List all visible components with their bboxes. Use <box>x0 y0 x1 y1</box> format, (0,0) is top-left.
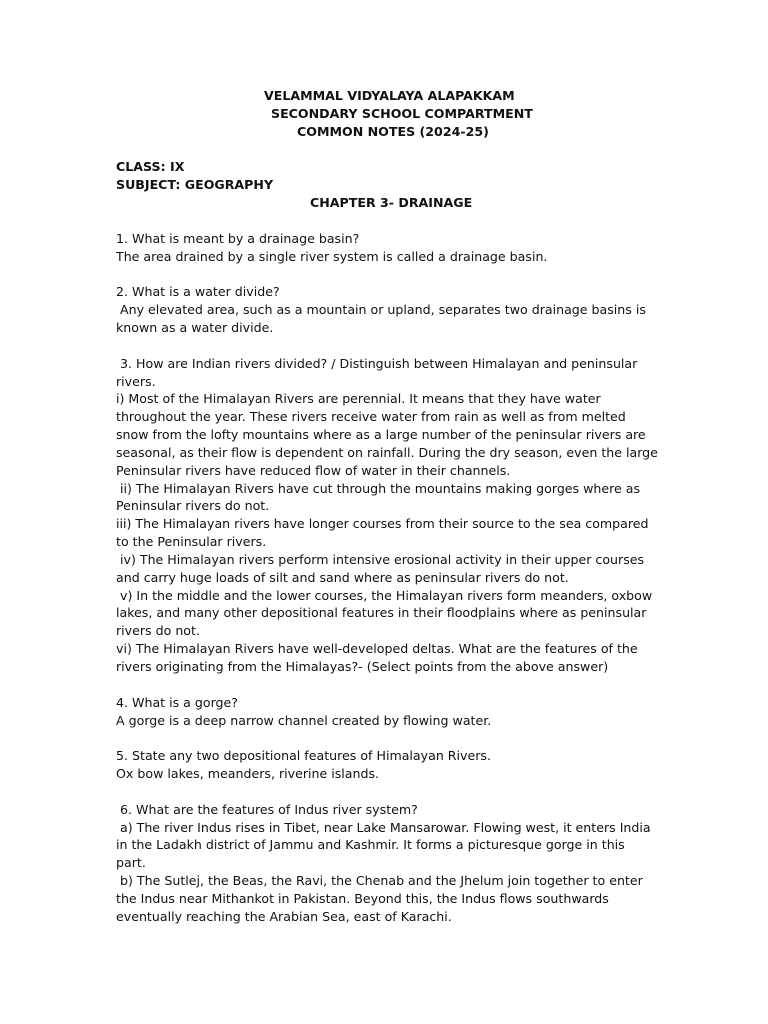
text-line: 1. What is meant by a drainage basin? <box>116 230 360 246</box>
blank-line <box>116 337 656 355</box>
chapter-title: CHAPTER 3- DRAINAGE <box>310 195 473 211</box>
text-line: the Indus near Mithankot in Pakistan. Beyond this, the Indus flows southwards <box>116 890 609 906</box>
text-line: vi) The Himalayan Rivers have well-developed deltas. What are the features of the <box>116 641 638 657</box>
text-line: rivers do not. <box>116 623 200 639</box>
text-line: Peninsular rivers have reduced flow of water in their channels. <box>116 462 511 478</box>
notes-body <box>116 230 656 926</box>
text-line: to the Peninsular rivers. <box>116 534 267 550</box>
text-line: in the Ladakh district of Jammu and Kashmir. It forms a picturesque gorge in this <box>116 837 625 853</box>
text-line: ii) The Himalayan Rivers have cut through the mountains making gorges where as <box>116 480 641 496</box>
text-line: b) The Sutlej, the Beas, the Ravi, the Chenab and the Jhelum join together to enter <box>116 873 643 889</box>
text-line: 5. State any two depositional features of Himalayan Rivers. <box>116 748 491 764</box>
text-line: v) In the middle and the lower courses, the Himalayan rivers form meanders, oxbow <box>116 587 653 603</box>
text-line: rivers. <box>116 373 156 389</box>
text-line: eventually reaching the Arabian Sea, east of Karachi. <box>116 908 452 924</box>
class-label: CLASS: IX <box>116 159 185 175</box>
blank-line <box>116 265 656 283</box>
text-line: iii) The Himalayan rivers have longer courses from their source to the sea compared <box>116 516 649 532</box>
text-line: 2. What is a water divide? <box>116 284 280 300</box>
spacer <box>116 141 656 159</box>
text-line: seasonal, as their flow is dependent on rainfall. During the dry season, even the large <box>116 444 658 460</box>
text-line: snow from the lofty mountains where as a large number of the peninsular rivers are <box>116 427 646 443</box>
notes-title: COMMON NOTES (2024-25) <box>297 123 489 139</box>
spacer <box>116 212 656 230</box>
blank-line <box>116 729 656 747</box>
text-line: iv) The Himalayan rivers perform intensive erosional activity in their upper courses <box>116 551 645 567</box>
text-line: part. <box>116 855 146 871</box>
compartment-title: SECONDARY SCHOOL COMPARTMENT <box>271 105 533 121</box>
subject-label: SUBJECT: GEOGRAPHY <box>116 177 274 193</box>
text-line: A gorge is a deep narrow channel created by flowing water. <box>116 712 492 728</box>
text-line: 4. What is a gorge? <box>116 694 238 710</box>
text-line: known as a water divide. <box>116 319 274 335</box>
text-line: Ox bow lakes, meanders, riverine islands. <box>116 766 380 782</box>
text-line: The area drained by a single river system is called a drainage basin. <box>116 248 548 264</box>
text-line: and carry huge loads of silt and sand where as peninsular rivers do not. <box>116 569 569 585</box>
school-name: VELAMMAL VIDYALAYA ALAPAKKAM <box>264 88 515 103</box>
text-line: i) Most of the Himalayan Rivers are perennial. It means that they have water <box>116 391 601 407</box>
blank-line <box>116 676 656 694</box>
text-line: a) The river Indus rises in Tibet, near Lake Mansarowar. Flowing west, it enters India <box>116 819 651 835</box>
text-line: 3. How are Indian rivers divided? / Distinguish between Himalayan and peninsular <box>116 355 638 371</box>
text-line: lakes, and many other depositional features in their floodplains where as peninsular <box>116 605 647 621</box>
text-line: Peninsular rivers do not. <box>116 498 270 514</box>
document-content <box>116 87 656 926</box>
text-line: rivers originating from the Himalayas?- (Select points from the above answer) <box>116 659 609 674</box>
blank-line <box>116 783 656 801</box>
text-line: 6. What are the features of Indus river system? <box>116 801 418 817</box>
text-line: throughout the year. These rivers receive water from rain as well as from melted <box>116 409 626 425</box>
text-line: Any elevated area, such as a mountain or upland, separates two drainage basins is <box>116 302 646 318</box>
